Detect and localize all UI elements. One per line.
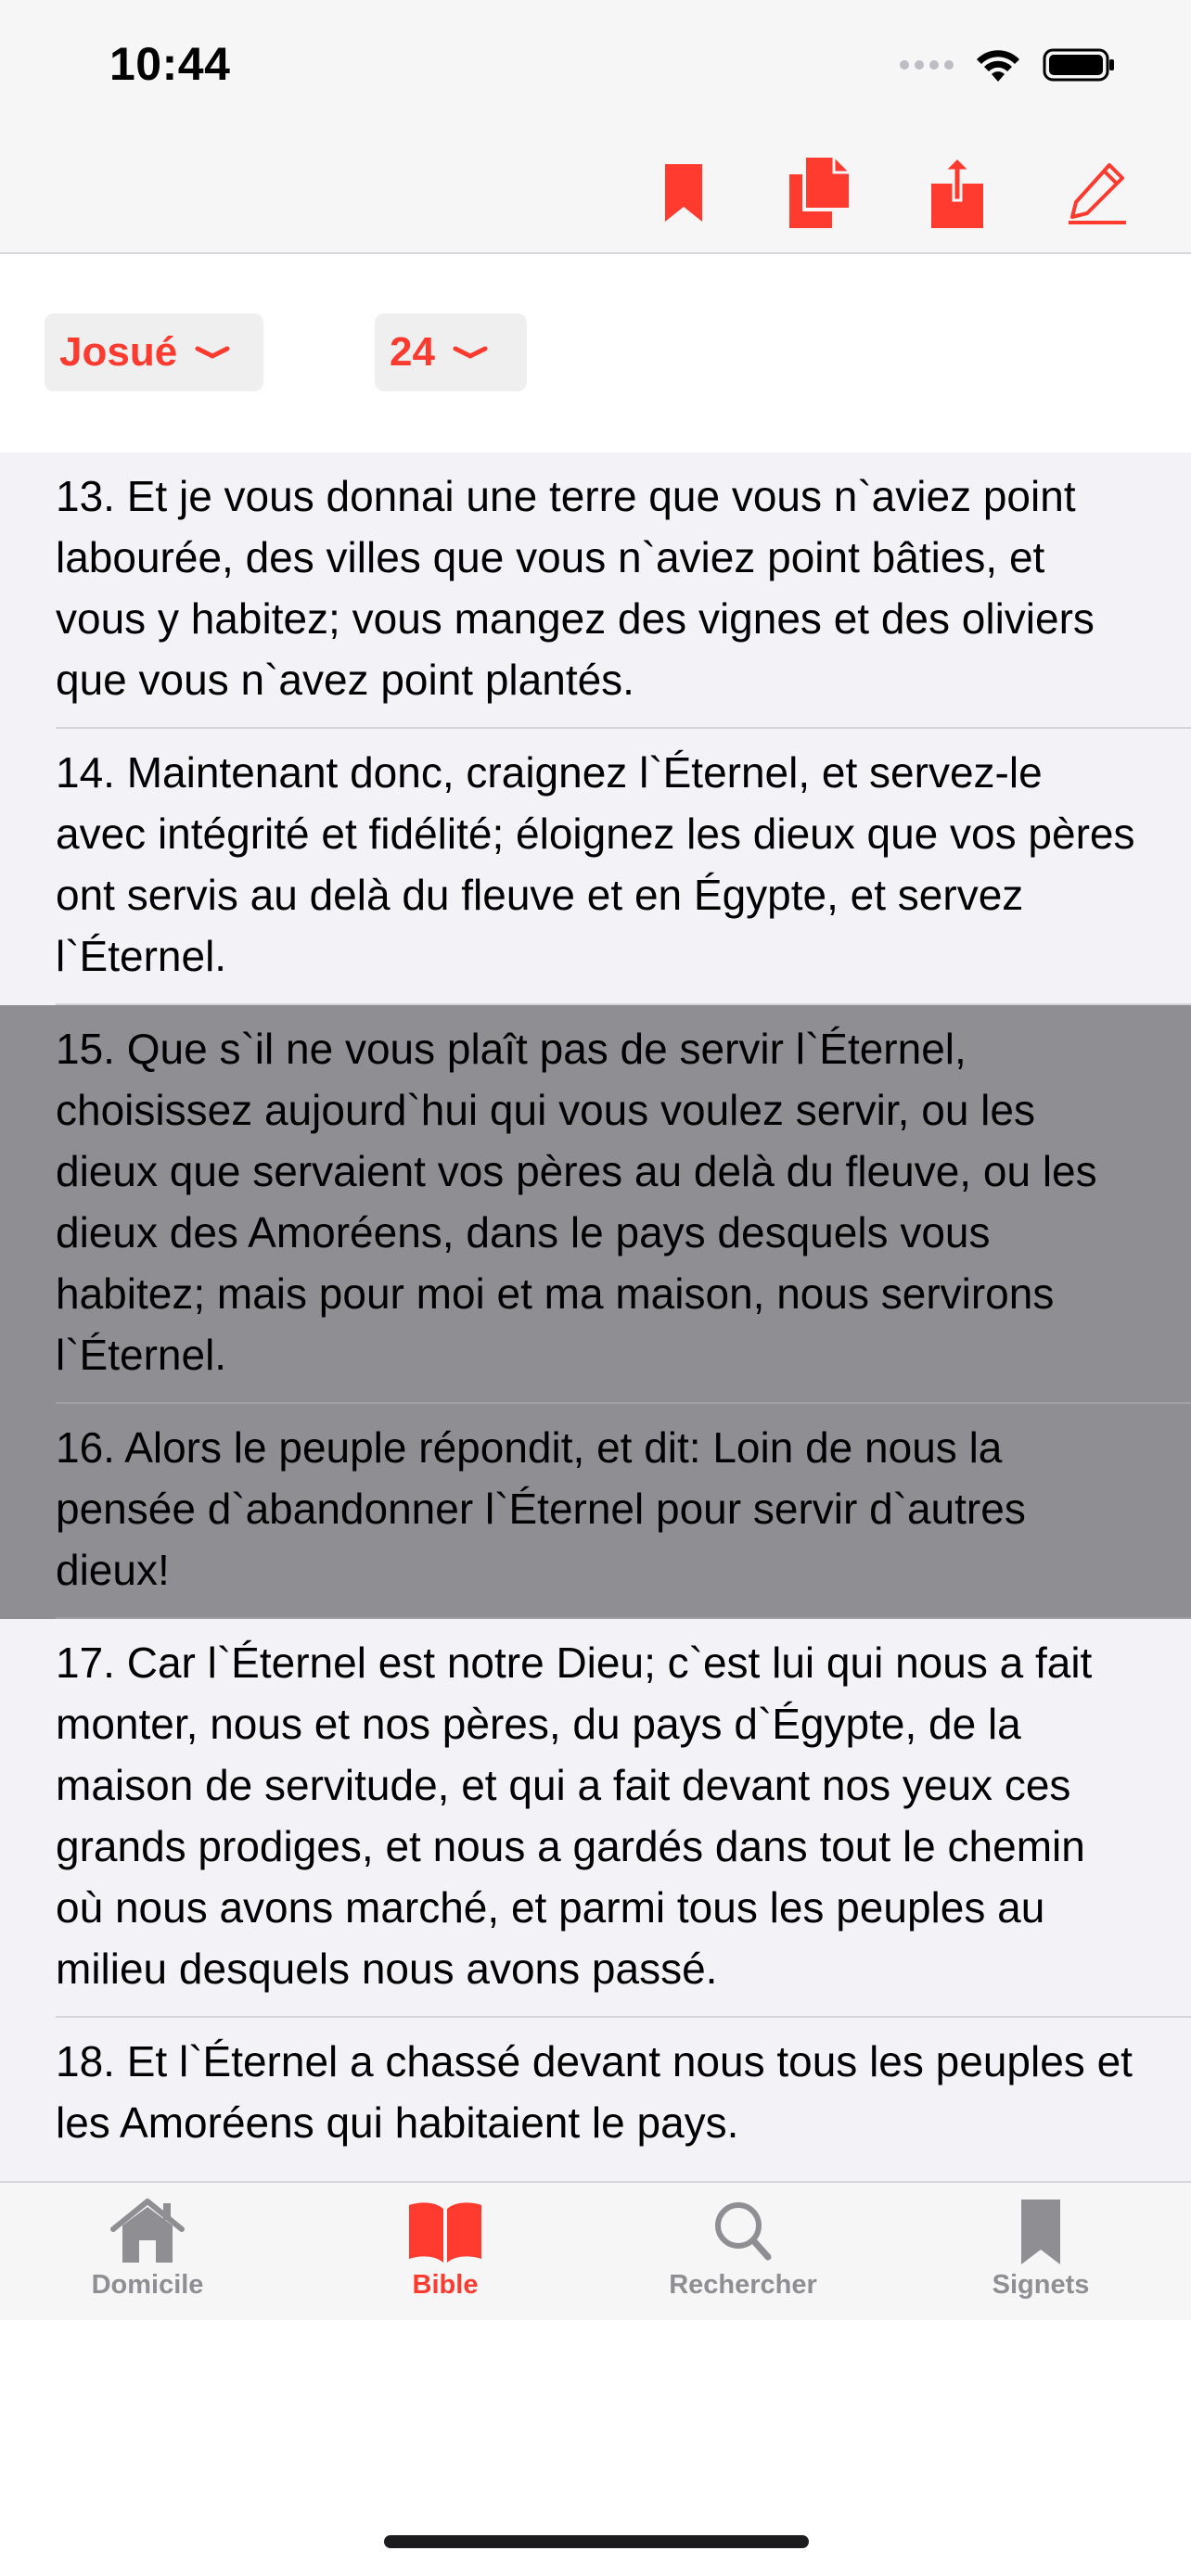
verse-row[interactable] [0,453,1191,729]
wifi-icon [974,46,1022,83]
verse-text: 14. Maintenant donc, craignez l`Éternel, et servez-le avec intégrité et fidélité; éloignez les dieux que vos pères ont servis au delà du fleuve et en Égypte, et servez l`Éternel. [56,748,1135,980]
bookmark-button[interactable] [647,156,721,230]
book-picker[interactable] [45,313,263,391]
tab-bar [0,2181,1191,2322]
copy-button[interactable] [782,156,856,230]
chapter-picker[interactable] [375,313,527,391]
action-toolbar [0,130,1191,254]
edit-icon [1063,159,1130,226]
tab-domicile[interactable] [32,2198,263,2301]
status-icons [900,46,1117,83]
bookmark-icon [661,160,706,225]
book-icon [405,2198,485,2264]
selector-bar [0,254,1191,453]
tab-bible[interactable] [329,2198,561,2301]
magnifier-icon [703,2198,783,2264]
share-icon [928,156,987,230]
tab-signets[interactable] [925,2198,1157,2301]
verse-text: 15. Que s`il ne vous plaît pas de servir l`Éternel, choisissez aujourd`hui qui vous voulez servir, ou les dieux que servaient vos pères au delà du fleuve, ou les dieux des Amoréens, dans le pays desquels vous habitez; mais pour moi et ma maison, nous servirons l`Éternel. [56,1025,1097,1379]
verse-row-selected[interactable] [0,1005,1191,1404]
copy-icon [786,156,852,230]
status-time: 10:44 [109,38,231,90]
book-picker-label: Josué [59,329,178,375]
bookmark-icon [1001,2198,1081,2264]
verse-text: 17. Car l`Éternel est notre Dieu; c`est lui qui nous a fait monter, nous et nos pères, du pays d`Égypte, de la maison de servitude, et qui a fait devant nos yeux ces grands prodiges, et nous a gardés dans tout le chemin où nous avons marché, et parmi tous les peuples au milieu desquels nous avons passé. [56,1639,1093,1993]
tab-rechercher[interactable] [627,2198,859,2301]
verse-row-selected[interactable] [0,1404,1191,1619]
battery-icon [1043,46,1117,83]
status-bar [0,0,1191,130]
tab-label: Signets [992,2270,1090,2300]
tab-label: Rechercher [669,2270,817,2300]
cellular-signal-icon [900,60,954,70]
edit-button[interactable] [1059,156,1133,230]
verse-list[interactable] [0,453,1191,2181]
chevron-down-icon [194,343,231,362]
verse-text: 13. Et je vous donnai une terre que vous n`aviez point labourée, des villes que vous n`aviez point bâties, et vous y habitez; vous mangez des vignes et des oliviers que vous n`avez point plantés. [56,472,1095,704]
verse-text: 18. Et l`Éternel a chassé devant nous tous les peuples et les Amoréens qui habitaient le pays. [56,2037,1133,2147]
house-icon [108,2198,187,2264]
share-button[interactable] [920,156,994,230]
verse-text: 16. Alors le peuple répondit, et dit: Loin de nous la pensée d`abandonner l`Éternel pour servir d`autres dieux! [56,1423,1026,1594]
chapter-picker-label: 24 [390,329,435,375]
home-indicator[interactable] [384,2535,809,2548]
verse-row[interactable] [0,729,1191,1005]
chevron-down-icon [452,343,489,362]
verse-row[interactable] [0,2018,1191,2172]
tab-label: Bible [412,2270,479,2300]
verse-row[interactable] [0,1619,1191,2018]
tab-label: Domicile [91,2270,204,2300]
